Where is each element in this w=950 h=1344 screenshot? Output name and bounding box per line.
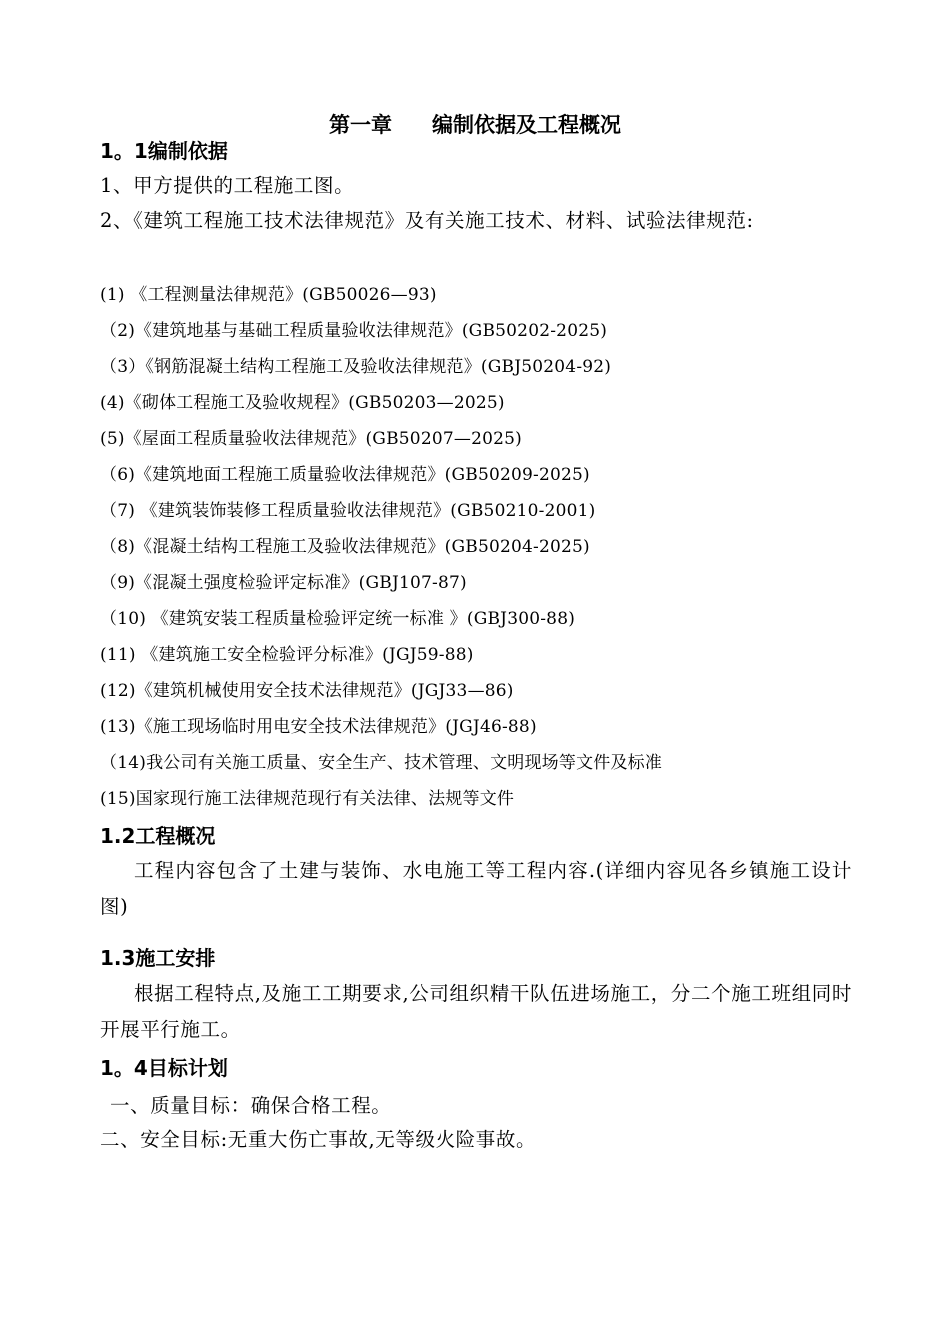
construction-arrangement-text: 根据工程特点,及施工工期要求,公司组织精干队伍进场施工，分二个施工班组同时开展平行施工。: [100, 982, 852, 1041]
standard-item-6: （6)《建筑地面工程施工质量验收法律规范》(GB50209-2025): [100, 465, 590, 485]
chapter-number: 第一章: [329, 113, 392, 137]
standard-item-9: （9)《混凝土强度检验评定标准》(GBJ107-87): [100, 573, 467, 593]
standard-item-13: (13)《施工现场临时用电安全技术法律规范》(JGJ46-88): [100, 717, 537, 737]
standard-item-1: (1) 《工程测量法律规范》(GB50026—93): [100, 285, 437, 305]
safety-goal: 二、安全目标:无重大伤亡事故,无等级火险事故。: [100, 1128, 537, 1151]
standard-item-3: （3）《钢筋混凝土结构工程施工及验收法律规范》(GBJ50204-92): [100, 357, 612, 377]
standard-item-8: （8)《混凝土结构工程施工及验收法律规范》(GB50204-2025): [100, 537, 590, 557]
chapter-title: [0, 110, 950, 140]
standard-item-4: (4)《砌体工程施工及验收规程》(GB50203—2025): [100, 393, 505, 413]
standard-item-15: (15)国家现行施工法律规范现行有关法律、法规等文件: [100, 789, 515, 809]
standard-item-5: (5)《屋面工程质量验收法律规范》(GB50207—2025): [100, 429, 522, 449]
section-heading-1-2: 1.2工程概况: [100, 824, 216, 848]
standard-item-10: （10) 《建筑安装工程质量检验评定统一标准 》(GBJ300-88): [100, 609, 576, 629]
standard-item-12: (12)《建筑机械使用安全技术法律规范》(JGJ33—86): [100, 681, 514, 701]
section-heading-1-1: 1。1编制依据: [100, 139, 228, 163]
basis-item-1: 1、甲方提供的工程施工图。: [100, 174, 355, 197]
basis-item-2: 2、《建筑工程施工技术法律规范》及有关施工技术、材料、试验法律规范:: [100, 209, 754, 232]
standard-item-14: （14)我公司有关施工质量、安全生产、技术管理、文明现场等文件及标准: [100, 753, 663, 773]
section-heading-1-4: 1。4目标计划: [100, 1056, 228, 1080]
standard-item-7: （7) 《建筑装饰装修工程质量验收法律规范》(GB50210-2001): [100, 501, 596, 521]
standard-item-11: (11) 《建筑施工安全检验评分标准》(JGJ59-88): [100, 645, 474, 665]
standard-item-2: （2)《建筑地基与基础工程质量验收法律规范》(GB50202-2025): [100, 321, 608, 341]
quality-goal: 一、质量目标：确保合格工程。: [110, 1094, 392, 1117]
chapter-name: 编制依据及工程概况: [432, 113, 621, 137]
section-heading-1-3: 1.3施工安排: [100, 946, 216, 970]
project-overview-text: 工程内容包含了土建与装饰、水电施工等工程内容.(详细内容见各乡镇施工设计图): [100, 859, 852, 918]
